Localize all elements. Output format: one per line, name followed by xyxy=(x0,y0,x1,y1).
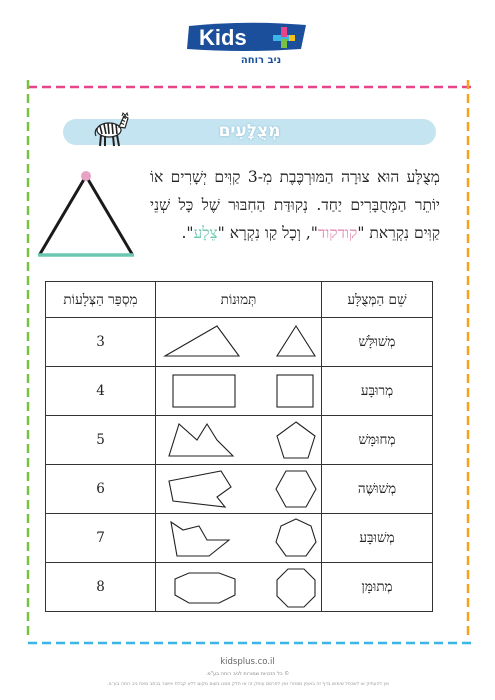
polygon-name: מְחוּמָּשׁ xyxy=(322,416,433,465)
polygon-name: מְשׁוּשֶּׁה xyxy=(322,465,433,514)
header-name: שֵׁם הַמְּצֻלָּע xyxy=(322,282,433,318)
example-triangle xyxy=(34,168,138,260)
hexagon-shapes xyxy=(159,467,319,511)
octagon-shapes xyxy=(159,565,319,609)
page-title: מְצֻלָּעִים xyxy=(218,121,281,141)
intro-paragraph: מְצֻלָּע הוּא צוּרָה הַמּוּרְכֶּבֶת מִ-3 קַוִּים יְשָׁרִים אוֹ יוֹתֵר הַמְּחֻבָּרִים יַחַד. נְקוּדַּת הַחִבּוּר שֶׁל כָּל שְׁנֵי קַוִּים נִקְרֵאת "קודקוד", וְכָל קַו נִקְרָא "צֵלָע". xyxy=(150,168,440,242)
table-row xyxy=(46,514,433,563)
irregular-triangle xyxy=(165,326,239,356)
side-term: צֵלָע xyxy=(193,224,218,242)
polygon-pictures xyxy=(156,318,322,367)
triangle-side-right xyxy=(86,176,132,254)
table-row xyxy=(46,367,433,416)
irregular-octagon xyxy=(175,573,235,603)
triangle-side-left xyxy=(40,176,86,254)
rectangle xyxy=(173,375,235,407)
kids-logo xyxy=(185,22,310,52)
pentagon-shapes xyxy=(159,418,319,462)
table-row xyxy=(46,416,433,465)
triangle-shapes xyxy=(159,320,319,364)
logo-subtitle: ניב רוחה xyxy=(240,55,282,66)
footer-url[interactable]: kidsplus.co.il xyxy=(220,657,275,667)
polygon-name: מְשׁוּלָּשׁ xyxy=(322,318,433,367)
regular-square xyxy=(277,375,313,407)
polygon-pictures xyxy=(156,563,322,612)
irregular-hexagon xyxy=(169,471,231,507)
polygon-name: מְרוּבָּע xyxy=(322,367,433,416)
regular-triangle xyxy=(277,326,315,356)
polygons-table xyxy=(45,281,433,612)
table-row xyxy=(46,318,433,367)
footer-copyright: © כל הזכויות שמורות לניב רוחה בע"מ. xyxy=(205,671,290,677)
irregular-heptagon xyxy=(171,522,229,556)
quadrilateral-shapes xyxy=(159,369,319,413)
header-pictures: תְּמוּנוֹת xyxy=(156,282,322,318)
table-header-row xyxy=(46,282,433,318)
table-row xyxy=(46,465,433,514)
regular-heptagon xyxy=(276,519,316,556)
irregular-pentagon xyxy=(169,424,233,456)
polygon-pictures xyxy=(156,367,322,416)
polygon-pictures xyxy=(156,465,322,514)
footer-legal: אין להעתיק או לשכפל שימוש בדף זה באופן מסחרי ואין לפרסם עותק זה או חלק ממנו בשום מקום ללא קבלת אישור בכתב מאת ניב רוחה בע"מ. xyxy=(107,682,389,687)
side-count: 5 xyxy=(46,416,156,465)
side-count: 6 xyxy=(46,465,156,514)
table-row xyxy=(46,563,433,612)
heptagon-shapes xyxy=(159,516,319,560)
side-count: 7 xyxy=(46,514,156,563)
polygon-pictures xyxy=(156,514,322,563)
logo-text: Kids xyxy=(199,25,247,50)
zebra-icon xyxy=(92,108,130,148)
regular-hexagon xyxy=(276,471,316,507)
side-count: 4 xyxy=(46,367,156,416)
side-count: 3 xyxy=(46,318,156,367)
polygon-name: מְתוּמָּן xyxy=(322,563,433,612)
polygon-pictures xyxy=(156,416,322,465)
regular-pentagon xyxy=(277,422,315,458)
triangle-vertex-dot xyxy=(81,171,91,181)
vertex-term: קודקוד xyxy=(317,224,358,242)
header-count: מִסְפַּר הַצְּלָעוֹת xyxy=(46,282,156,318)
polygon-name: מְשׁוּבָּע xyxy=(322,514,433,563)
regular-octagon xyxy=(277,569,315,607)
side-count: 8 xyxy=(46,563,156,612)
